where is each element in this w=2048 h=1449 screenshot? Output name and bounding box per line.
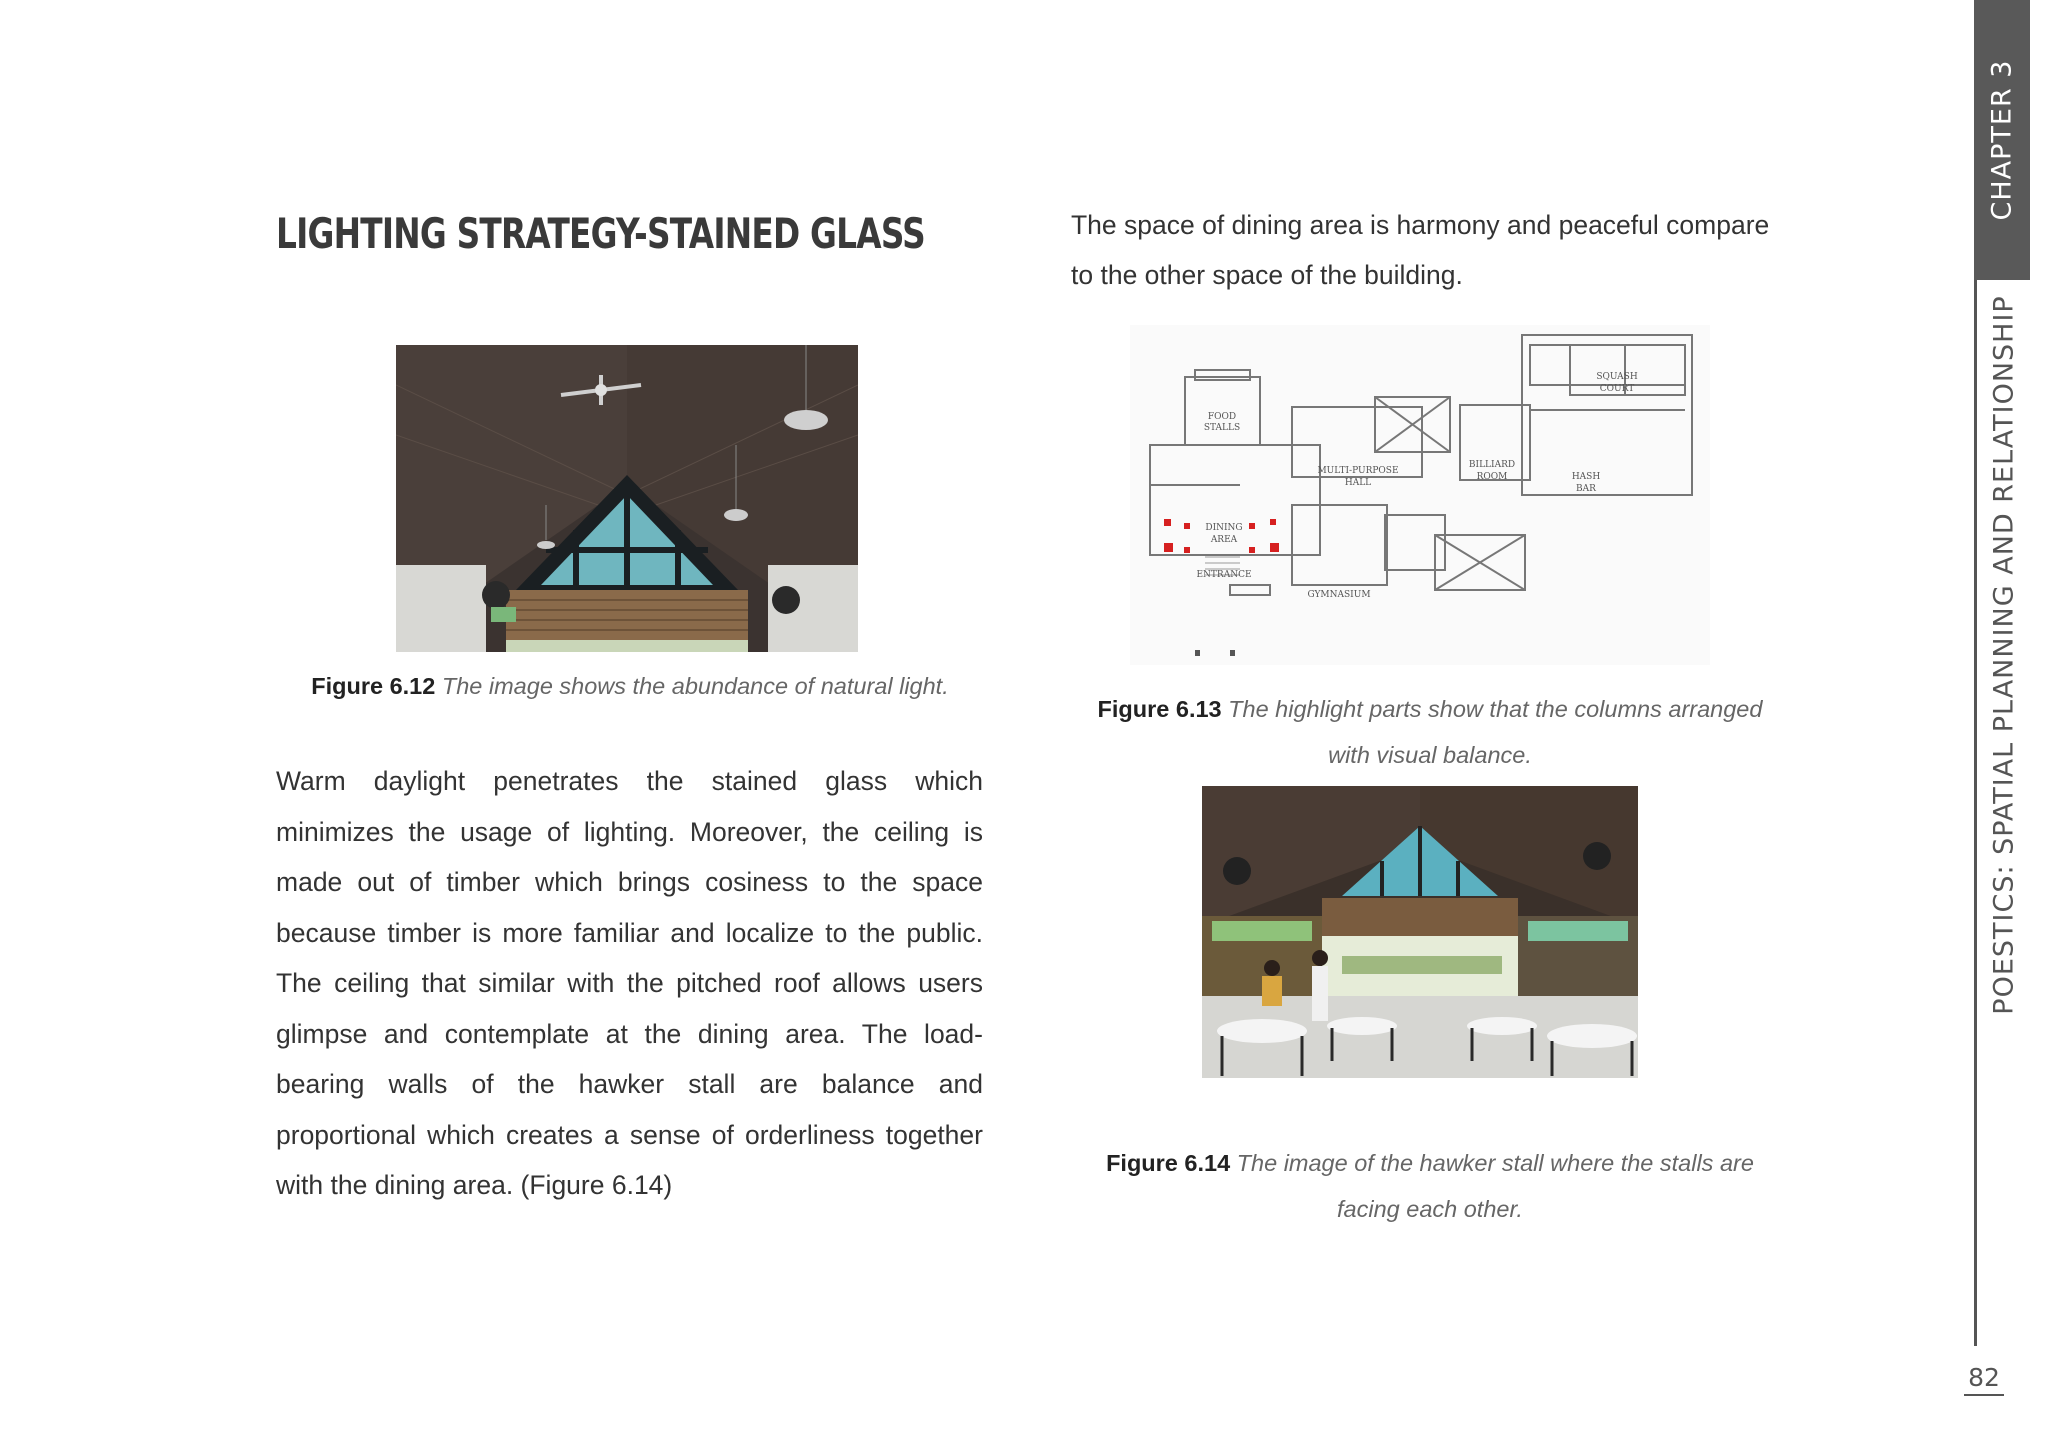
column-highlight [1270,543,1279,552]
plan-label: ROOM [1476,472,1508,482]
plan-label: COURT [1599,384,1635,394]
plan-label: ENTRANCE [1196,570,1252,580]
column-highlight [1184,523,1190,529]
figure-6-14-photo [1202,786,1638,1078]
figure-text: The image shows the abundance of natural light. [441,673,949,699]
plan-label: AREA [1210,535,1238,545]
column-highlight [1164,519,1171,526]
plan-label: BAR [1576,484,1596,494]
column-highlight [1164,543,1173,552]
plan-label: BILLIARD [1468,460,1516,470]
plan-label: HALL [1344,478,1372,488]
page-number: 82 [1964,1362,2004,1396]
section-heading: LIGHTING STRATEGY-STAINED GLASS [276,209,925,258]
figure-6-13-floor-plan [1130,325,1710,665]
column-highlight [1270,519,1276,525]
plan-label: GYMNASIUM [1307,590,1371,600]
plan-label: MULTI-PURPOSE [1317,466,1399,476]
intro-paragraph: The space of dining area is harmony and peaceful compare to the other space of the building. [1071,210,1770,290]
column-highlight [1184,547,1190,553]
figure-label: Figure 6.14 [1106,1150,1231,1176]
figure-label: Figure 6.13 [1097,696,1222,722]
column-highlight [1249,547,1255,553]
figure-text: The highlight parts show that the columns arranged with visual balance. [1228,696,1763,768]
section-title: POESTICS: SPATIAL PLANNING AND RELATIONSHIP [1988,295,2020,1015]
plan-label: HASH [1571,472,1601,482]
figure-6-14-caption [1090,1140,1770,1232]
plan-label: STALLS [1203,423,1241,433]
chapter-label: CHAPTER 3 [1986,59,2018,221]
plan-label: DINING [1205,523,1243,533]
body-paragraph: Warm daylight penetrates the stained glass which minimizes the usage of lighting. Moreover, the ceiling is made out of timber which brings cosiness to the space because timber is more familiar and localize to the public. The ceiling that similar with the pitched roof allows users glimpse and contemplate at the dining area. The load-bearing walls of the hawker stall are balance and proportional which creates a sense of orderliness together with the dining area. (Figure 6.14) [276,766,983,1200]
column-highlight [1249,523,1255,529]
figure-6-12-photo [396,345,858,652]
plan-label: FOOD [1207,412,1237,422]
plan-label: SQUASH [1596,372,1638,382]
figure-label: Figure 6.12 [311,673,436,699]
sidebar-line [1974,280,1977,1346]
figure-6-13-caption [1090,686,1770,778]
figure-text: The image of the hawker stall where the stalls are facing each other. [1236,1150,1754,1222]
figure-6-12-caption [300,663,960,709]
